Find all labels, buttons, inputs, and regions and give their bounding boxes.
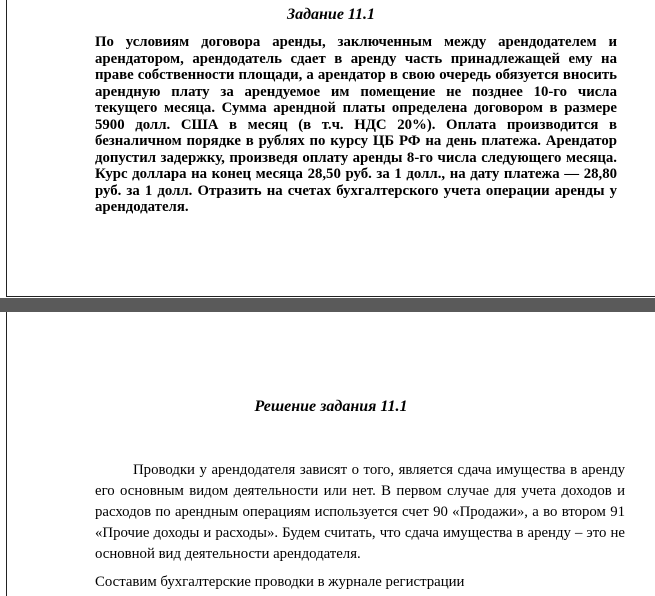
page-separator [0,298,655,312]
solution-paragraph: Проводки у арендодателя зависят о того, является сдача имущества в аренду его основным видом деятельности или нет. В первом случае для учета доходов и расходов по арендным операциям используется счет 90 «Продажи», а во втором 91 «Прочие доходы и расходы». Будем считать, что сдача имущества в аренду – это не основной вид деятельности арендодателя. [95,462,625,562]
task-title: Задание 11.1 [286,6,376,23]
solution-lead: Составим бухгалтерские проводки в журнале регистрации [95,574,465,590]
document-page-2 [6,312,655,596]
solution-title: Решение задания 11.1 [254,398,408,415]
document-page-1 [6,0,655,297]
task-text: По условиям договора аренды, заключенным между арендодателем и арендатором, арендодатель сдает в аренду часть принадлежащей ему на праве собственности площади, а арендатор в свою очередь обязуется вносить арендную плату за арендуемое им помещение не позднее 10-го числа текущего месяца. Сумма арендной платы определена договором в размере 5900 долл. США в месяц (в т.ч. НДС 20%). Оплата производится в безналичном порядке в рублях по курсу ЦБ РФ на день платежа. Арендатор допустил задержку, произведя оплату аренды 8-го числа следующего месяца. Курс доллара на конец месяца 28,50 руб. за 1 долл., на дату платежа — 28,80 руб. за 1 долл. Отразить на счетах бухгалтерского учета операции аренды у арендодателя. [95,34,617,215]
